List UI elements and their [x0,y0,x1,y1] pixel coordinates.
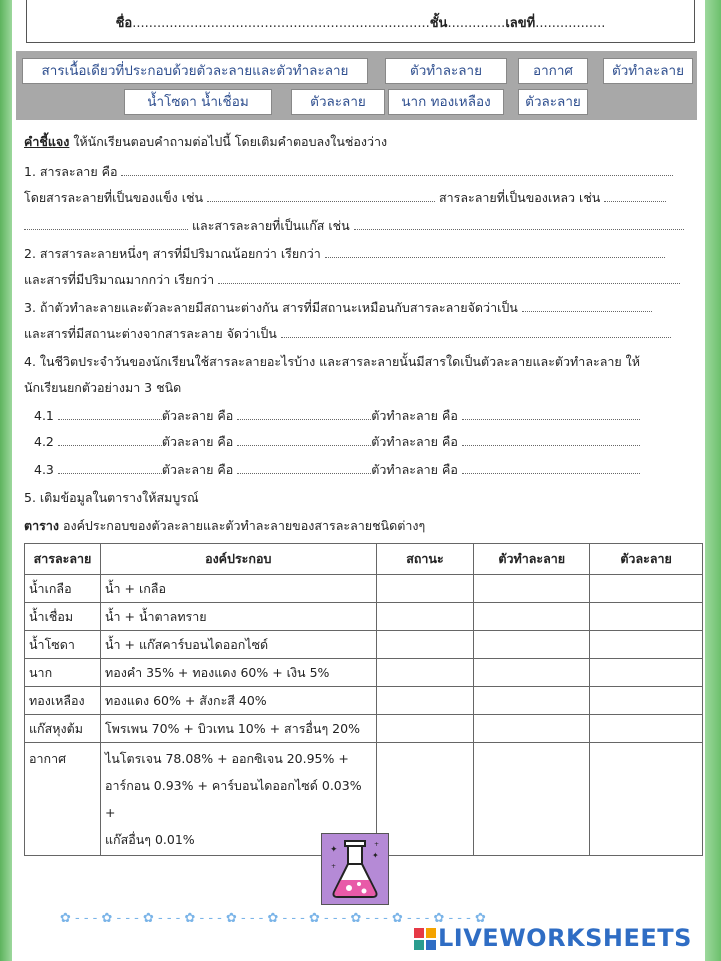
instructions-text: ให้นักเรียนตอบคำถามต่อไปนี้ โดยเติมคำตอบลงในช่องว่าง [69,134,388,149]
question-1 [24,162,673,182]
state-cell[interactable] [376,631,474,659]
solvent-cell[interactable] [474,687,590,715]
answer-blank[interactable] [58,433,162,446]
header-composition: องค์ประกอบ [100,544,376,575]
solute-cell[interactable] [590,743,703,856]
item-number: 4.1 [34,408,54,423]
liveworksheets-logo [414,924,692,954]
table-row [25,659,703,687]
composition: โพรเพน 70% + บิวเทน 10% + สารอื่นๆ 20% [100,715,376,743]
solute-label: ตัวละลาย คือ [161,434,234,449]
solute-cell[interactable] [590,687,703,715]
composition: น้ำ + เกลือ [100,575,376,603]
header-solute: ตัวละลาย [590,544,703,575]
solution-name: ทองเหลือง [25,687,101,715]
answer-blank[interactable] [237,433,371,446]
student-info-line [27,12,694,33]
answer-blank[interactable] [237,461,371,474]
question-3b-text: และสารที่มีสถานะต่างจากสารละลาย จัดว่าเป็น [24,326,277,341]
table-row [25,603,703,631]
answer-blank[interactable] [604,189,666,202]
question-1-text: 1. สารละลาย คือ [24,164,118,179]
state-cell[interactable] [376,659,474,687]
question-4-text: 4. ในชีวิตประจำวันของนักเรียนใช้สารละลายอะไรบ้าง และสารละลายนั้นมีสารใดเป็นตัวละลายและตัวทำละลาย ให้ [24,354,641,369]
state-cell[interactable] [376,575,474,603]
header-state: สถานะ [376,544,474,575]
solvent-cell[interactable] [474,715,590,743]
svg-text:✦: ✦ [372,851,379,860]
solution-name: น้ำโซดา [25,631,101,659]
student-info-box [26,0,695,43]
word-bank-item[interactable]: อากาศ [518,58,588,84]
solvent-label: ตัวทำละลาย คือ [371,462,458,477]
table-row [25,715,703,743]
question-2 [24,244,665,264]
answer-blank[interactable] [24,217,188,230]
instructions-label: คำชี้แจง [24,134,70,149]
question-3-text: 3. ถ้าตัวทำละลายและตัวละลายมีสถานะต่างกัน สารที่มีสถานะเหมือนกับสารละลายจัดว่าเป็น [24,300,518,315]
solute-cell[interactable] [590,715,703,743]
composition: ทองคำ 35% + ทองแดง 60% + เงิน 5% [100,659,376,687]
word-bank-item[interactable]: ตัวละลาย [291,89,385,115]
word-bank-item[interactable]: ตัวทำละลาย [603,58,693,84]
question-5 [24,488,199,508]
solute-cell[interactable] [590,575,703,603]
answer-blank[interactable] [522,299,652,312]
name-label: ชื่อ [115,16,133,31]
table-row [25,575,703,603]
instructions [24,132,387,152]
header-solvent: ตัวทำละลาย [474,544,590,575]
answer-blank[interactable] [462,433,640,446]
solution-name: นาก [25,659,101,687]
question-4-item [34,460,640,480]
solute-cell[interactable] [590,659,703,687]
answer-blank[interactable] [462,407,640,420]
state-cell[interactable] [376,603,474,631]
solvent-label: ตัวทำละลาย คือ [371,408,458,423]
word-bank-item[interactable]: น้ำโซดา น้ำเชื่อม [124,89,272,115]
solvent-cell[interactable] [474,659,590,687]
flower-border-decoration: ✿ - - - ✿ - - - ✿ - - - ✿ - - - ✿ - - - ✿ - - - ✿ - - - ✿ - - - ✿ - - - ✿ - - - ✿ [60,911,486,926]
solute-cell[interactable] [590,631,703,659]
composition-line: แก๊สอื่นๆ 0.01% [104,832,195,847]
solvent-cell[interactable] [474,575,590,603]
question-2-text: 2. สารสารละลายหนึ่งๆ สารที่มีปริมาณน้อยกว่า เรียกว่า [24,246,321,261]
solution-name: อากาศ [25,743,101,856]
flask-illustration [321,833,389,905]
question-3b [24,324,671,344]
left-border-decoration [0,0,12,961]
question-3 [24,298,652,318]
question-1-gas [24,216,684,236]
table-header-row [25,544,703,575]
question-2b [24,270,680,290]
word-bank [16,51,697,120]
solute-label: ตัวละลาย คือ [161,408,234,423]
composition: น้ำ + น้ำตาลทราย [100,603,376,631]
answer-blank[interactable] [462,461,640,474]
composition-line: ไนโตรเจน 78.08% + ออกซิเจน 20.95% + [104,751,349,766]
table-caption-text: องค์ประกอบของตัวละลายและตัวทำละลายของสารละลายชนิดต่างๆ [58,518,426,533]
state-cell[interactable] [376,687,474,715]
liveworksheets-logo-icon [414,928,436,950]
solid-example-label: โดยสารละลายที่เป็นของแข็ง เช่น [24,190,204,205]
logo-text: LIVEWORKSHEETS [438,924,692,952]
word-bank-item[interactable]: ตัวละลาย [518,89,588,115]
answer-blank[interactable] [58,461,162,474]
question-4-item [34,406,640,426]
answer-blank[interactable] [325,245,665,258]
solvent-cell[interactable] [474,743,590,856]
flask-icon [322,834,388,904]
solvent-cell[interactable] [474,631,590,659]
solute-cell[interactable] [590,603,703,631]
state-cell[interactable] [376,715,474,743]
liquid-example-label: สารละลายที่เป็นของเหลว เช่น [439,190,601,205]
question-2b-text: และสารที่มีปริมาณมากกว่า เรียกว่า [24,272,215,287]
number-field[interactable]: ................. [535,16,606,31]
header-solution: สารละลาย [25,544,101,575]
word-bank-item[interactable]: สารเนื้อเดียวที่ประกอบด้วยตัวละลายและตัวทำละลาย [22,58,368,84]
question-1-examples [24,188,666,208]
solution-name: แก๊สหุงต้ม [25,715,101,743]
gas-example-label: และสารละลายที่เป็นแก๊ส เช่น [191,218,350,233]
question-4b-text: นักเรียนยกตัวอย่างมา 3 ชนิด [24,380,182,395]
solvent-label: ตัวทำละลาย คือ [371,434,458,449]
table-caption-label: ตาราง [24,518,59,533]
composition-line: อาร์กอน 0.93% + คาร์บอนไดออกไซด์ 0.03% + [104,778,362,820]
question-4 [24,352,640,372]
question-5-text: 5. เติมข้อมูลในตารางให้สมบูรณ์ [24,490,199,505]
item-number: 4.2 [34,434,54,449]
word-bank-item[interactable]: ตัวทำละลาย [385,58,507,84]
state-cell[interactable] [376,743,474,856]
question-4b [24,378,181,398]
solvent-cell[interactable] [474,603,590,631]
answer-blank[interactable] [218,271,680,284]
answer-blank[interactable] [58,407,162,420]
answer-blank[interactable] [237,407,371,420]
table-row [25,631,703,659]
table-caption [24,516,425,536]
number-label: เลขที่ [505,16,536,31]
name-field[interactable]: ........................................................................ [132,16,430,31]
solution-name: น้ำเกลือ [25,575,101,603]
right-border-decoration [705,0,721,961]
solute-label: ตัวละลาย คือ [161,462,234,477]
solution-name: น้ำเชื่อม [25,603,101,631]
svg-text:✦: ✦ [330,845,338,855]
class-label: ชั้น [429,16,448,31]
composition: ทองแดง 60% + สังกะสี 40% [100,687,376,715]
composition-table [24,543,703,856]
table-row [25,687,703,715]
svg-text:+: + [374,841,380,848]
question-4-item [34,432,640,452]
answer-blank[interactable] [281,325,671,338]
composition: น้ำ + แก๊สคาร์บอนไดออกไซด์ [100,631,376,659]
class-field[interactable]: .............. [447,16,506,31]
item-number: 4.3 [34,462,54,477]
answer-blank[interactable] [207,189,435,202]
svg-text:+: + [331,863,337,870]
word-bank-item[interactable]: นาก ทองเหลือง [388,89,504,115]
answer-blank[interactable] [354,217,684,230]
answer-blank[interactable] [121,163,673,176]
